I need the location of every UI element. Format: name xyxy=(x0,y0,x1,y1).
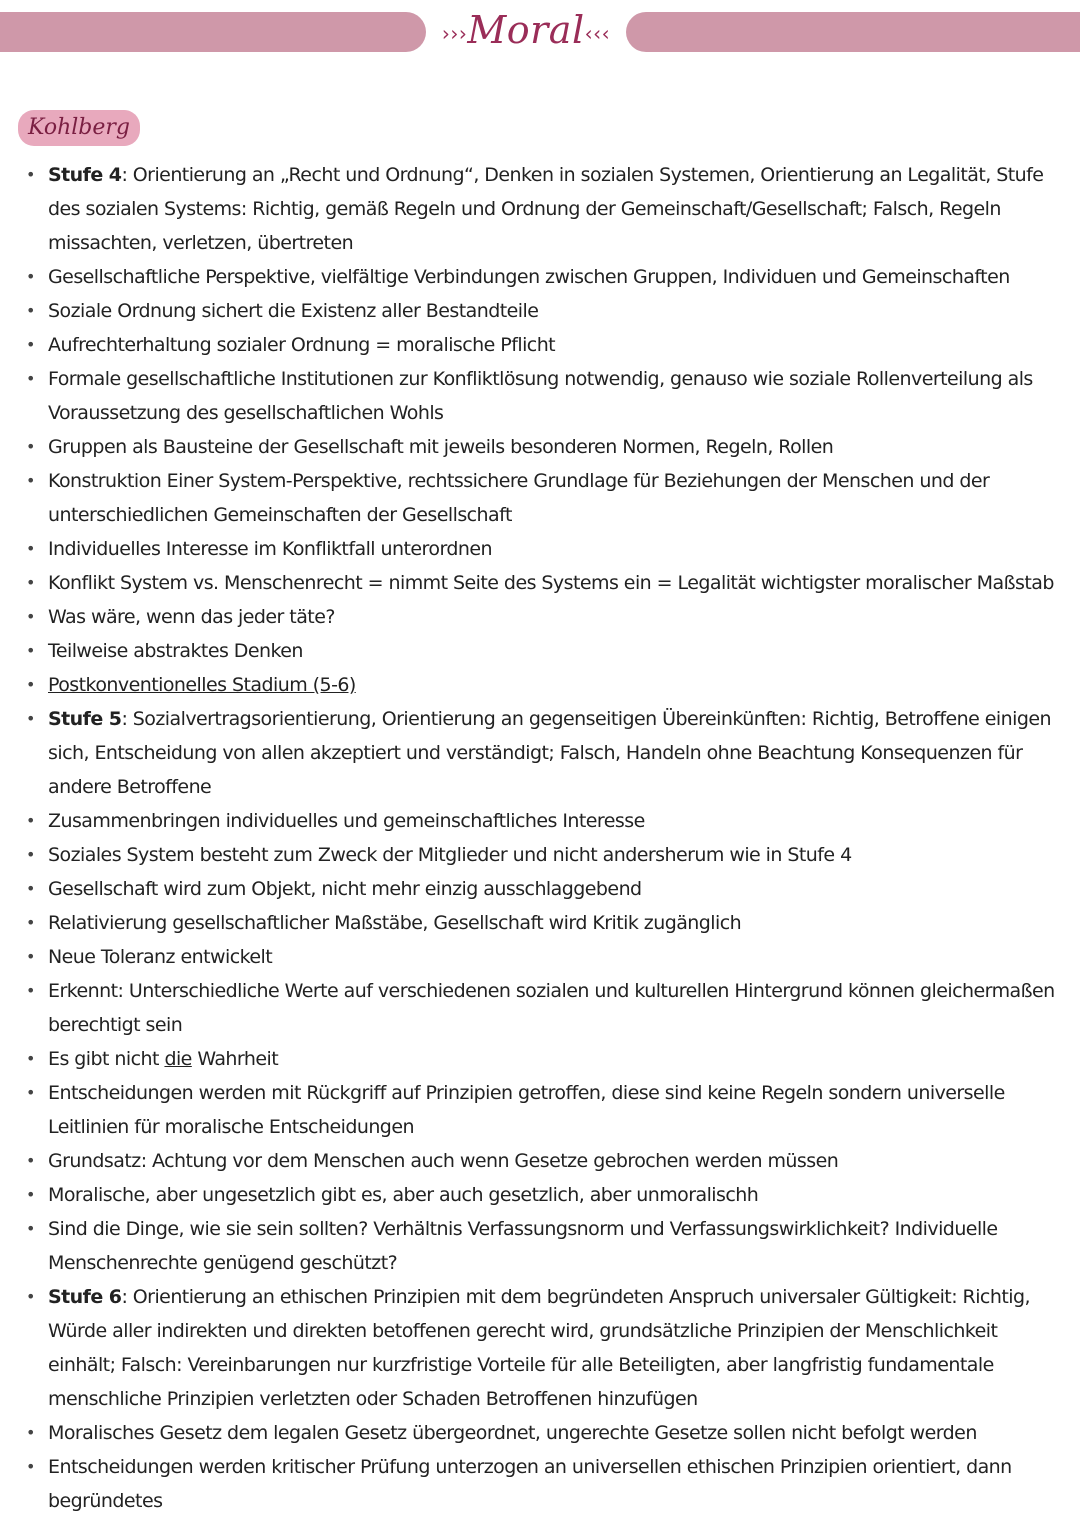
page-title xyxy=(426,2,626,58)
item-text: : Orientierung an ethischen Prinzipien mit dem begründeten Anspruch universaler Gültigkeit: Richtig, Würde aller indirekten und direkten betoffenen gerecht wird, grundsätzliche Prinzipien der Menschlichkeit einhält; Falsch: Vereinbarungen nur kurzfristige Vorteile für alle Beteiligten, aber langfristig fundamentale menschliche Prinzipien verletzten oder Schaden Betroffenen hinzufügen xyxy=(48,1286,1030,1410)
item-underlined: die xyxy=(164,1048,192,1070)
chevrons-right: ‹‹‹ xyxy=(584,21,611,46)
item-text: Erkennt: Unterschiedliche Werte auf verschiedenen sozialen und kulturellen Hintergrund können gleichermaßen berechtigt sein xyxy=(48,980,1055,1036)
page-title-text: Moral xyxy=(467,8,585,52)
list-item xyxy=(48,158,1060,260)
item-text: Konstruktion Einer System-Perspektive, rechtssichere Grundlage für Beziehungen der Menschen und der unterschiedlichen Gemeinschaften der Gesellschaft xyxy=(48,470,990,526)
header-banner xyxy=(0,0,1080,60)
item-text: Gruppen als Bausteine der Gesellschaft mit jeweils besonderen Normen, Regeln, Rollen xyxy=(48,436,834,458)
list-item xyxy=(48,566,1060,600)
list-item xyxy=(48,532,1060,566)
list-item xyxy=(48,1212,1060,1280)
item-text: : Sozialvertragsorientierung, Orientierung an gegenseitigen Übereinkünften: Richtig, Betroffene einigen sich, Entscheidung von allen akzeptiert und verständigt; Falsch, Handeln ohne Beachtung Konsequenzen für andere Betroffene xyxy=(48,708,1051,798)
list-item xyxy=(48,1280,1060,1416)
item-text: Es gibt nicht xyxy=(48,1048,165,1070)
list-item xyxy=(48,940,1060,974)
header-bar-right xyxy=(626,12,1080,52)
item-text: Was wäre, wenn das jeder täte? xyxy=(48,606,335,628)
list-item xyxy=(48,1042,1060,1076)
item-text: Relativierung gesellschaftlicher Maßstäbe, Gesellschaft wird Kritik zugänglich xyxy=(48,912,742,934)
item-text: Soziales System besteht zum Zweck der Mitglieder und nicht andersherum wie in Stufe 4 xyxy=(48,844,852,866)
list-item xyxy=(48,668,1060,702)
list-item xyxy=(48,702,1060,804)
list-item xyxy=(48,362,1060,430)
header-bar-left xyxy=(0,12,426,52)
item-text: Entscheidungen werden kritischer Prüfung unterzogen an universellen ethischen Prinzipien orientiert, dann begründetes xyxy=(48,1456,1012,1512)
list-item xyxy=(48,974,1060,1042)
item-underlined: Postkonventionelles Stadium (5-6) xyxy=(48,674,356,696)
list-item xyxy=(48,1076,1060,1144)
item-text: Konflikt System vs. Menschenrecht = nimmt Seite des Systems ein = Legalität wichtigster moralischer Maßstab xyxy=(48,572,1054,594)
list-item xyxy=(48,328,1060,362)
section-heading: Kohlberg xyxy=(18,110,140,146)
item-text: Grundsatz: Achtung vor dem Menschen auch wenn Gesetze gebrochen werden müssen xyxy=(48,1150,839,1172)
item-text: : Orientierung an „Recht und Ordnung“, Denken in sozialen Systemen, Orientierung an Legalität, Stufe des sozialen Systems: Richtig, gemäß Regeln und Ordnung der Gemeinschaft/Gesellschaft; Falsch, Regeln missachten, verletzen, übertreten xyxy=(48,164,1044,254)
list-item xyxy=(48,872,1060,906)
item-text: Aufrechterhaltung sozialer Ordnung = moralische Pflicht xyxy=(48,334,556,356)
item-lead: Stufe 5 xyxy=(48,708,122,730)
list-item xyxy=(48,804,1060,838)
item-text: Formale gesellschaftliche Institutionen zur Konfliktlösung notwendig, genauso wie soziale Rollenverteilung als Voraussetzung des gesellschaftlichen Wohls xyxy=(48,368,1033,424)
list-item xyxy=(48,294,1060,328)
item-tail: Wahrheit xyxy=(191,1048,279,1070)
list-item xyxy=(48,906,1060,940)
item-text: Moralische, aber ungesetzlich gibt es, aber auch gesetzlich, aber unmoralischh xyxy=(48,1184,759,1206)
chevrons-left: ››› xyxy=(441,21,468,46)
item-text: Gesellschaft wird zum Objekt, nicht mehr einzig ausschlaggebend xyxy=(48,878,642,900)
list-item xyxy=(48,260,1060,294)
list-item xyxy=(48,634,1060,668)
list-item xyxy=(48,838,1060,872)
item-text: Soziale Ordnung sichert die Existenz aller Bestandteile xyxy=(48,300,539,322)
item-text: Moralisches Gesetz dem legalen Gesetz übergeordnet, ungerechte Gesetze sollen nicht befolgt werden xyxy=(48,1422,977,1444)
list-item xyxy=(48,1416,1060,1450)
list-item xyxy=(48,464,1060,532)
item-lead: Stufe 6 xyxy=(48,1286,122,1308)
item-text: Neue Toleranz entwickelt xyxy=(48,946,273,968)
list-item xyxy=(48,430,1060,464)
item-text: Zusammenbringen individuelles und gemeinschaftliches Interesse xyxy=(48,810,645,832)
item-text: Entscheidungen werden mit Rückgriff auf Prinzipien getroffen, diese sind keine Regeln sondern universelle Leitlinien für moralische Entscheidungen xyxy=(48,1082,1005,1138)
item-text: Individuelles Interesse im Konfliktfall unterordnen xyxy=(48,538,493,560)
item-lead: Stufe 4 xyxy=(48,164,122,186)
list-item xyxy=(48,1144,1060,1178)
list-item xyxy=(48,1450,1060,1518)
item-text: Gesellschaftliche Perspektive, vielfältige Verbindungen zwischen Gruppen, Individuen und Gemeinschaften xyxy=(48,266,1010,288)
item-text: Teilweise abstraktes Denken xyxy=(48,640,303,662)
list-item xyxy=(48,600,1060,634)
item-text: Sind die Dinge, wie sie sein sollten? Verhältnis Verfassungsnorm und Verfassungswirklichkeit? Individuelle Menschenrechte genügend geschützt? xyxy=(48,1218,998,1274)
bullet-list xyxy=(0,158,1060,1518)
list-item xyxy=(48,1178,1060,1212)
